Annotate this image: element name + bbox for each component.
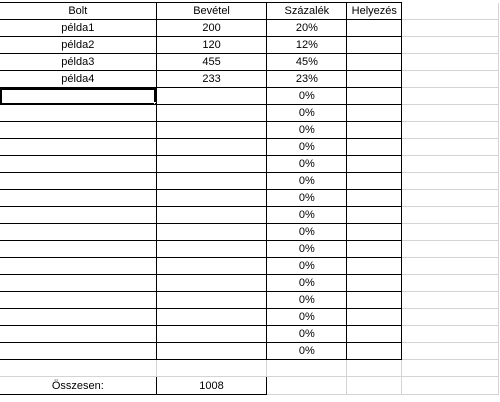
percent-cell[interactable]: 0%: [267, 224, 347, 241]
rank-cell[interactable]: [347, 326, 402, 343]
table-row: [0, 54, 499, 71]
empty-cell[interactable]: [402, 326, 499, 343]
total-value[interactable]: 1008: [156, 377, 267, 395]
percent-cell[interactable]: 23%: [267, 71, 347, 88]
spacer-row: [0, 360, 499, 377]
rank-cell[interactable]: [347, 20, 402, 37]
table-row: [0, 258, 499, 275]
revenue-cell[interactable]: 233: [156, 71, 267, 88]
store-cell[interactable]: [0, 309, 156, 326]
percent-cell[interactable]: 0%: [267, 105, 347, 122]
empty-cell[interactable]: [402, 88, 499, 105]
table-row: [0, 275, 499, 292]
empty-cell[interactable]: [402, 173, 499, 190]
total-row: [0, 377, 499, 395]
rank-cell[interactable]: [347, 275, 402, 292]
percent-cell[interactable]: 0%: [267, 292, 347, 309]
revenue-table: [0, 2, 499, 395]
revenue-cell[interactable]: [156, 275, 267, 292]
empty-cell[interactable]: [402, 37, 499, 54]
revenue-cell[interactable]: [156, 292, 267, 309]
store-cell[interactable]: [0, 156, 156, 173]
table-row: [0, 207, 499, 224]
store-cell[interactable]: példa2: [0, 37, 156, 54]
empty-cell[interactable]: [402, 122, 499, 139]
empty-cell[interactable]: [347, 377, 402, 395]
empty-cell[interactable]: [402, 20, 499, 37]
store-cell[interactable]: példa3: [0, 54, 156, 71]
revenue-cell[interactable]: [156, 105, 267, 122]
percent-cell[interactable]: 0%: [267, 173, 347, 190]
header-row: [0, 3, 499, 20]
empty-cell[interactable]: [402, 241, 499, 258]
rank-cell[interactable]: [347, 139, 402, 156]
revenue-cell[interactable]: [156, 88, 267, 105]
rank-cell[interactable]: [347, 309, 402, 326]
store-cell[interactable]: [0, 241, 156, 258]
table-row: [0, 224, 499, 241]
table-row: [0, 88, 499, 105]
rank-cell[interactable]: [347, 105, 402, 122]
empty-cell[interactable]: [402, 292, 499, 309]
store-cell[interactable]: [0, 292, 156, 309]
empty-cell[interactable]: [402, 156, 499, 173]
percent-cell[interactable]: 0%: [267, 309, 347, 326]
percent-cell[interactable]: 0%: [267, 275, 347, 292]
revenue-cell[interactable]: [156, 156, 267, 173]
percent-cell[interactable]: 0%: [267, 139, 347, 156]
revenue-cell[interactable]: [156, 122, 267, 139]
header-revenue[interactable]: Bevétel: [156, 3, 267, 20]
percent-cell[interactable]: 0%: [267, 326, 347, 343]
store-cell[interactable]: [0, 224, 156, 241]
rank-cell[interactable]: [347, 173, 402, 190]
table-row: [0, 241, 499, 258]
percent-cell[interactable]: 0%: [267, 241, 347, 258]
revenue-cell[interactable]: [156, 139, 267, 156]
table-row: [0, 37, 499, 54]
table-row: [0, 20, 499, 37]
percent-cell[interactable]: 45%: [267, 54, 347, 71]
revenue-cell[interactable]: [156, 224, 267, 241]
empty-cell[interactable]: [156, 360, 267, 377]
rank-cell[interactable]: [347, 122, 402, 139]
rank-cell[interactable]: [347, 71, 402, 88]
fill-handle[interactable]: [154, 102, 157, 105]
store-cell[interactable]: [0, 326, 156, 343]
empty-cell[interactable]: [402, 377, 499, 395]
revenue-cell[interactable]: [156, 326, 267, 343]
empty-cell[interactable]: [402, 207, 499, 224]
store-cell[interactable]: [0, 258, 156, 275]
header-percent[interactable]: Százalék: [267, 3, 347, 20]
header-rank[interactable]: Helyezés: [347, 3, 402, 20]
table-row: [0, 326, 499, 343]
rank-cell[interactable]: [347, 156, 402, 173]
empty-cell[interactable]: [402, 258, 499, 275]
percent-cell[interactable]: 0%: [267, 122, 347, 139]
store-cell[interactable]: példa1: [0, 20, 156, 37]
rank-cell[interactable]: [347, 224, 402, 241]
empty-cell[interactable]: [402, 275, 499, 292]
rank-cell[interactable]: [347, 258, 402, 275]
store-cell[interactable]: [0, 343, 156, 360]
empty-cell[interactable]: [347, 360, 402, 377]
revenue-cell[interactable]: 120: [156, 37, 267, 54]
empty-cell[interactable]: [402, 224, 499, 241]
revenue-cell[interactable]: [156, 309, 267, 326]
table-row: [0, 105, 499, 122]
percent-cell[interactable]: 0%: [267, 190, 347, 207]
rank-cell[interactable]: [347, 241, 402, 258]
rank-cell[interactable]: [347, 190, 402, 207]
table-row: [0, 309, 499, 326]
store-cell[interactable]: [0, 173, 156, 190]
empty-cell[interactable]: [402, 3, 499, 20]
store-cell[interactable]: [0, 139, 156, 156]
percent-cell[interactable]: 20%: [267, 20, 347, 37]
empty-cell[interactable]: [402, 190, 499, 207]
empty-cell[interactable]: [402, 54, 499, 71]
store-cell[interactable]: [0, 122, 156, 139]
table-row: [0, 122, 499, 139]
revenue-cell[interactable]: [156, 343, 267, 360]
empty-cell[interactable]: [402, 309, 499, 326]
percent-cell[interactable]: 0%: [267, 156, 347, 173]
rank-cell[interactable]: [347, 343, 402, 360]
store-cell[interactable]: példa4: [0, 71, 156, 88]
rank-cell[interactable]: [347, 37, 402, 54]
store-cell[interactable]: [0, 207, 156, 224]
empty-cell[interactable]: [402, 360, 499, 377]
revenue-cell[interactable]: [156, 173, 267, 190]
store-cell[interactable]: [0, 105, 156, 122]
empty-cell[interactable]: [267, 360, 347, 377]
table-row: [0, 173, 499, 190]
percent-cell[interactable]: 0%: [267, 258, 347, 275]
rank-cell[interactable]: [347, 54, 402, 71]
revenue-cell[interactable]: [156, 190, 267, 207]
empty-cell[interactable]: [402, 71, 499, 88]
revenue-cell[interactable]: [156, 258, 267, 275]
table-row: [0, 156, 499, 173]
empty-cell[interactable]: [402, 105, 499, 122]
table-row: [0, 139, 499, 156]
empty-cell[interactable]: [402, 343, 499, 360]
revenue-cell[interactable]: 200: [156, 20, 267, 37]
percent-cell[interactable]: 0%: [267, 343, 347, 360]
active-cell[interactable]: [0, 88, 156, 105]
header-store[interactable]: Bolt: [0, 3, 156, 20]
rank-cell[interactable]: [347, 207, 402, 224]
revenue-cell[interactable]: 455: [156, 54, 267, 71]
revenue-cell[interactable]: [156, 207, 267, 224]
table-row: [0, 71, 499, 88]
table-row: [0, 190, 499, 207]
percent-cell[interactable]: 0%: [267, 207, 347, 224]
rank-cell[interactable]: [347, 292, 402, 309]
percent-cell[interactable]: 12%: [267, 37, 347, 54]
percent-cell[interactable]: 0%: [267, 88, 347, 105]
table-row: [0, 343, 499, 360]
revenue-cell[interactable]: [156, 241, 267, 258]
table-row: [0, 292, 499, 309]
store-cell[interactable]: [0, 275, 156, 292]
empty-cell[interactable]: [267, 377, 347, 395]
rank-cell[interactable]: [347, 88, 402, 105]
total-label[interactable]: Összesen:: [0, 377, 156, 395]
empty-cell[interactable]: [0, 360, 156, 377]
store-cell[interactable]: [0, 190, 156, 207]
empty-cell[interactable]: [402, 139, 499, 156]
